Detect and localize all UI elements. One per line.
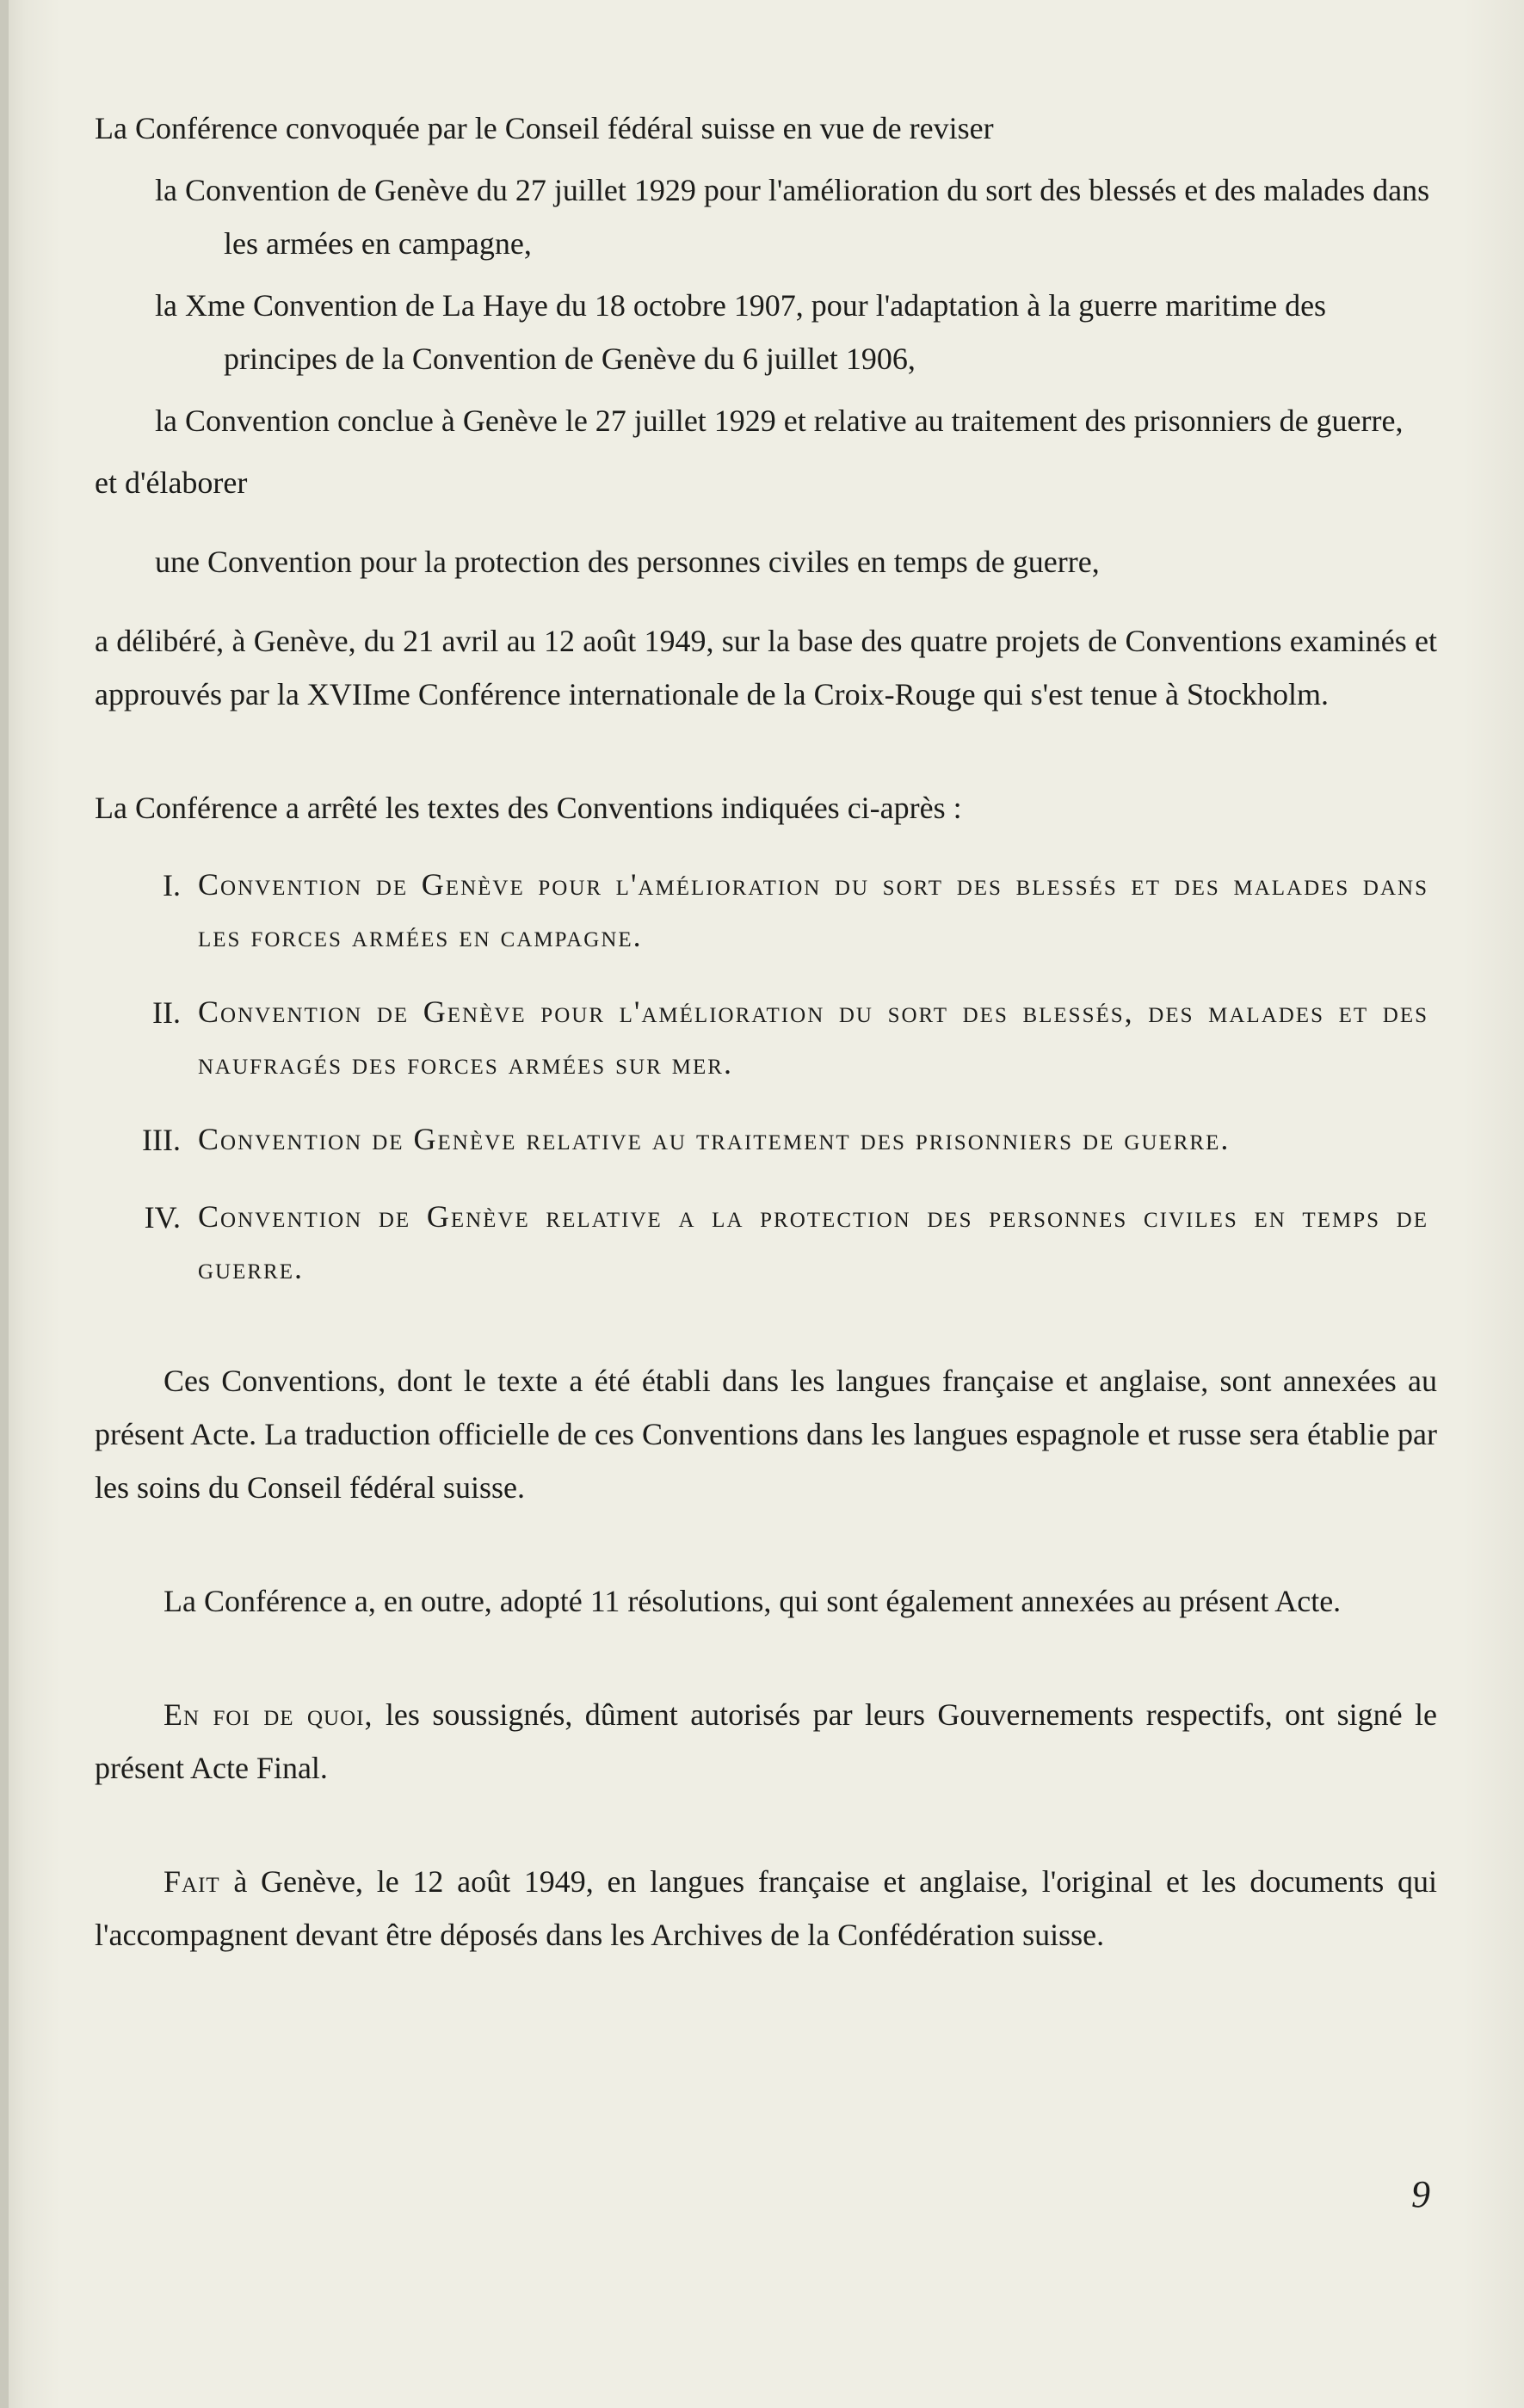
preamble-item-2: la Xme Convention de La Haye du 18 octobre 1907, pour l'adaptation à la guerre maritime des principes de la Convention de Genève du 6 juillet 1906, (155, 288, 1327, 376)
convention-item (95, 1191, 1437, 1294)
preamble-intro: La Conférence convoquée par le Conseil fédéral suisse en vue de reviser (95, 111, 994, 145)
document-body (95, 102, 1437, 1962)
paragraph-fait (95, 1855, 1437, 1962)
convention-title: Convention de Genève pour l'amélioration du sort des blessés, des malades et des naufragés des forces armées sur mer. (198, 995, 1428, 1081)
convention-number: IV. (144, 1200, 181, 1235)
en-foi-lead: En foi de quoi, (164, 1697, 373, 1732)
convention-title: Convention de Genève relative a la protection des personnes civiles en temps de guerre. (198, 1199, 1428, 1285)
convention-title: Convention de Genève relative au traitement des prisonniers de guerre. (198, 1122, 1231, 1156)
paragraph-langues: Ces Conventions, dont le texte a été établi dans les langues française et anglaise, sont annexées au présent Acte. La traduction officielle de ces Conventions dans les langues espagnole et russe sera établie par les soins du Conseil fédéral suisse. (95, 1364, 1437, 1505)
page-edge-shadow (0, 0, 9, 2408)
arrete-statement: La Conférence a arrêté les textes des Conventions indiquées ci-après : (95, 791, 962, 825)
convention-item (95, 1113, 1437, 1167)
page-number: 9 (1411, 2173, 1430, 2215)
convention-number: I. (163, 868, 181, 902)
convention-number: III. (142, 1123, 181, 1157)
paragraph-en-foi (95, 1688, 1437, 1795)
preamble-item-4: une Convention pour la protection des personnes civiles en temps de guerre, (155, 545, 1100, 579)
preamble-item-3: la Convention conclue à Genève le 27 juillet 1929 et relative au traitement des prisonniers de guerre, (155, 403, 1404, 438)
paragraph-resolutions: La Conférence a, en outre, adopté 11 résolutions, qui sont également annexées au présent Acte. (164, 1584, 1342, 1618)
preamble-elaborer: et d'élaborer (95, 465, 248, 500)
fait-rest: à Genève, le 12 août 1949, en langues française et anglaise, l'original et les documents qui l'accompagnent devant être déposés dans les Archives de la Confédération suisse. (95, 1864, 1437, 1952)
convention-number: II. (152, 995, 181, 1030)
convention-item (95, 859, 1437, 962)
conventions-list (95, 859, 1437, 1294)
convention-title: Convention de Genève pour l'amélioration du sort des blessés et des malades dans les forces armées en campagne. (198, 867, 1428, 953)
convention-item (95, 986, 1437, 1089)
preamble-delibere: a délibéré, à Genève, du 21 avril au 12 août 1949, sur la base des quatre projets de Conventions examinés et approuvés par la XVIIme Conférence internationale de la Croix-Rouge qui s'est tenue à Stockholm. (95, 624, 1437, 711)
preamble-item-1: la Convention de Genève du 27 juillet 1929 pour l'amélioration du sort des blessés et des malades dans les armées en campagne, (155, 173, 1430, 261)
fait-lead: Fait (164, 1864, 220, 1899)
en-foi-rest: les soussignés, dûment autorisés par leurs Gouvernements respectifs, ont signé le présent Acte Final. (95, 1697, 1438, 1785)
